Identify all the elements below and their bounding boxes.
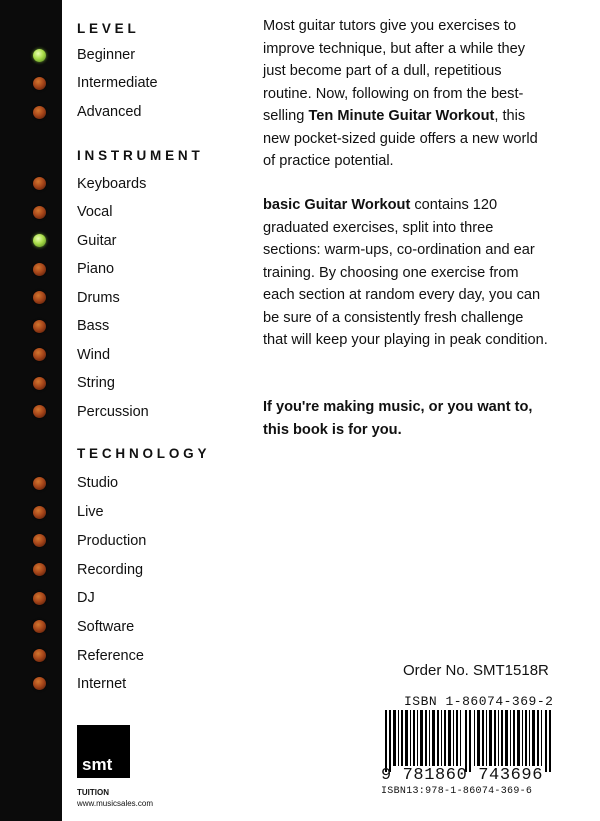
item-advanced: Advanced — [77, 104, 142, 120]
barcode-graphic — [385, 710, 560, 774]
left-dark-rail — [0, 0, 62, 821]
isbn-10: ISBN 1-86074-369-2 — [404, 694, 554, 709]
indicator-dot-piano — [33, 263, 46, 276]
indicator-dot-intermediate — [33, 77, 46, 90]
indicator-dot-beginner — [33, 49, 46, 62]
publisher-tuition-label: TUITION — [77, 788, 109, 797]
item-dj: DJ — [77, 590, 95, 606]
item-guitar: Guitar — [77, 233, 117, 249]
indicator-dot-bass — [33, 320, 46, 333]
item-beginner: Beginner — [77, 47, 136, 63]
indicator-dot-vocal — [33, 206, 46, 219]
item-internet: Internet — [77, 676, 127, 692]
description-p2-rest: contains 120 graduated exercises, split into three sections: warm-ups, co-ordination and ear training. By choosing one exercise from each section at random every day, you can be sure of a consistently fresh challenge that will keep your playing in peak condition. — [263, 197, 548, 348]
publisher-website: www.musicsales.com — [77, 799, 154, 808]
indicator-dot-internet — [33, 677, 46, 690]
item-wind: Wind — [77, 347, 111, 363]
indicator-dot-string — [33, 377, 46, 390]
item-intermediate: Intermediate — [77, 75, 158, 91]
item-string: String — [77, 375, 115, 391]
item-drums: Drums — [77, 290, 120, 306]
item-recording: Recording — [77, 562, 144, 578]
indicator-dot-recording — [33, 563, 46, 576]
section-heading-instrument: INSTRUMENT — [77, 148, 204, 163]
indicator-dot-studio — [33, 477, 46, 490]
order-number: Order No. SMT1518R — [403, 662, 549, 679]
item-keyboards: Keyboards — [77, 176, 147, 192]
item-software: Software — [77, 619, 135, 635]
section-heading-technology: TECHNOLOGY — [77, 446, 211, 461]
book-title-basic-guitar-workout: basic Guitar Workout — [263, 197, 411, 213]
indicator-dot-software — [33, 620, 46, 633]
barcode-number: 9 781860 743696 — [381, 766, 544, 785]
item-live: Live — [77, 504, 104, 520]
description-p1-end: , this new pocket-sized guide offers a new world of practice potential. — [263, 108, 538, 169]
indicator-dot-advanced — [33, 106, 46, 119]
section-heading-level: LEVEL — [77, 21, 140, 36]
description-p1-start: Most guitar tutors give you exercises to improve technique, but after a while they just become part of a dull, repetitious routine. Now, following on from the best-selling — [263, 18, 526, 124]
indicator-dot-wind — [33, 348, 46, 361]
indicator-dot-percussion — [33, 405, 46, 418]
indicator-dot-drums — [33, 291, 46, 304]
indicator-dot-keyboards — [33, 177, 46, 190]
item-percussion: Percussion — [77, 404, 149, 420]
indicator-dot-live — [33, 506, 46, 519]
indicator-dot-guitar — [33, 234, 46, 247]
isbn-13: ISBN13:978-1-86074-369-6 — [381, 786, 533, 797]
item-bass: Bass — [77, 318, 110, 334]
indicator-dot-dj — [33, 592, 46, 605]
indicator-dot-production — [33, 534, 46, 547]
related-title-ten-minute-guitar-workout: Ten Minute Guitar Workout — [308, 108, 495, 124]
item-studio: Studio — [77, 475, 119, 491]
description-paragraph-1 — [263, 15, 549, 173]
publisher-logo: smt — [77, 725, 130, 778]
item-reference: Reference — [77, 648, 144, 664]
item-vocal: Vocal — [77, 204, 113, 220]
item-production: Production — [77, 533, 147, 549]
item-piano: Piano — [77, 261, 115, 277]
indicator-dot-reference — [33, 649, 46, 662]
description-paragraph-3: If you're making music, or you want to, this book is for you. — [263, 399, 533, 438]
description-paragraph-2 — [263, 194, 549, 352]
